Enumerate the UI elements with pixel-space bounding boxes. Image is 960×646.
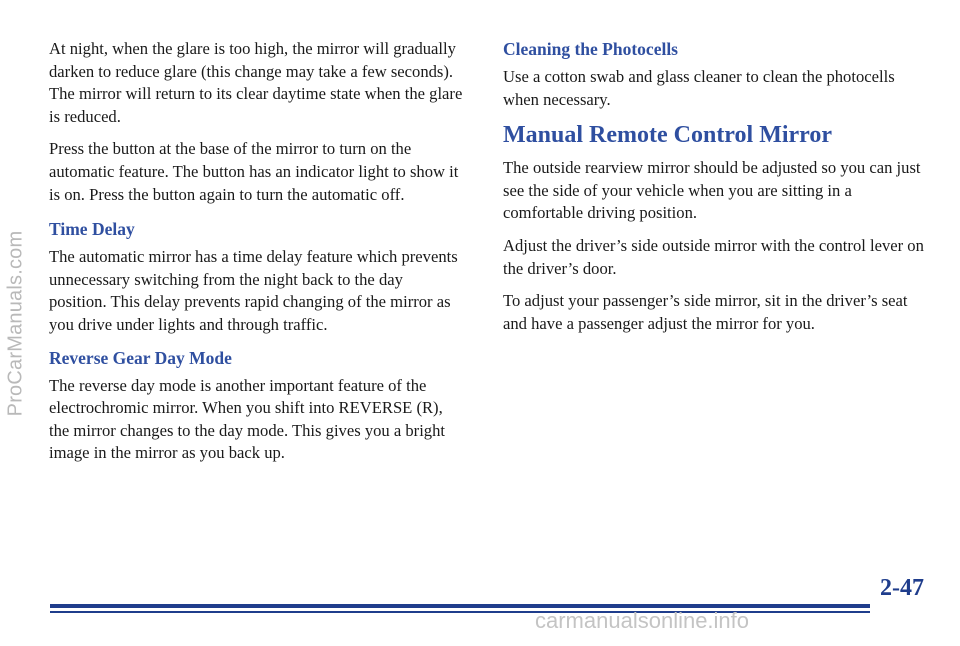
side-watermark-text: ProCarManuals.com xyxy=(4,230,27,416)
reverse-gear-heading: Reverse Gear Day Mode xyxy=(49,347,232,368)
left-column xyxy=(49,38,464,475)
passenger-side-paragraph: To adjust your passenger’s side mirror, sit in the driver’s seat and have a passenger adjust the mirror for you. xyxy=(503,291,908,333)
cleaning-photocells-paragraph: Use a cotton swab and glass cleaner to clean the photocells when necessary. xyxy=(503,67,895,109)
side-watermark xyxy=(2,0,30,646)
manual-remote-mirror-heading: Manual Remote Control Mirror xyxy=(503,122,833,149)
page-number: 2-47 xyxy=(880,575,924,601)
time-delay-heading: Time Delay xyxy=(49,219,135,240)
driver-side-paragraph: Adjust the driver’s side outside mirror with the control lever on the driver’s door. xyxy=(503,235,924,278)
time-delay-paragraph: The automatic mirror has a time delay feature which prevents unnecessary switching from the night back to the day position. This delay prevents rapid changing of the mirror as you drive under lights and through traffic. xyxy=(49,247,458,334)
reverse-gear-paragraph: The reverse day mode is another important feature of the electrochromic mirror. When you shift into REVERSE (R), the mirror changes to the day mode. This gives you a bright image in the mirror as you back up. xyxy=(49,375,446,463)
button-paragraph: Press the button at the base of the mirror to turn on the automatic feature. The button has an indicator light to show it is on. Press the button again to turn the automatic off. xyxy=(49,139,459,204)
rearview-adjust-paragraph: The outside rearview mirror should be adjusted so you can just see the side of your vehicle when you are sitting in a comfortable driving position. xyxy=(503,158,921,223)
bottom-watermark: carmanualsonline.info xyxy=(535,608,750,633)
cleaning-photocells-heading: Cleaning the Photocells xyxy=(503,39,678,59)
glare-paragraph: At night, when the glare is too high, the mirror will gradually darken to reduce glare (this change may take a few seconds). The mirror will return to its clear daytime state when the glare is reduced. xyxy=(49,39,463,126)
right-column xyxy=(503,38,933,345)
